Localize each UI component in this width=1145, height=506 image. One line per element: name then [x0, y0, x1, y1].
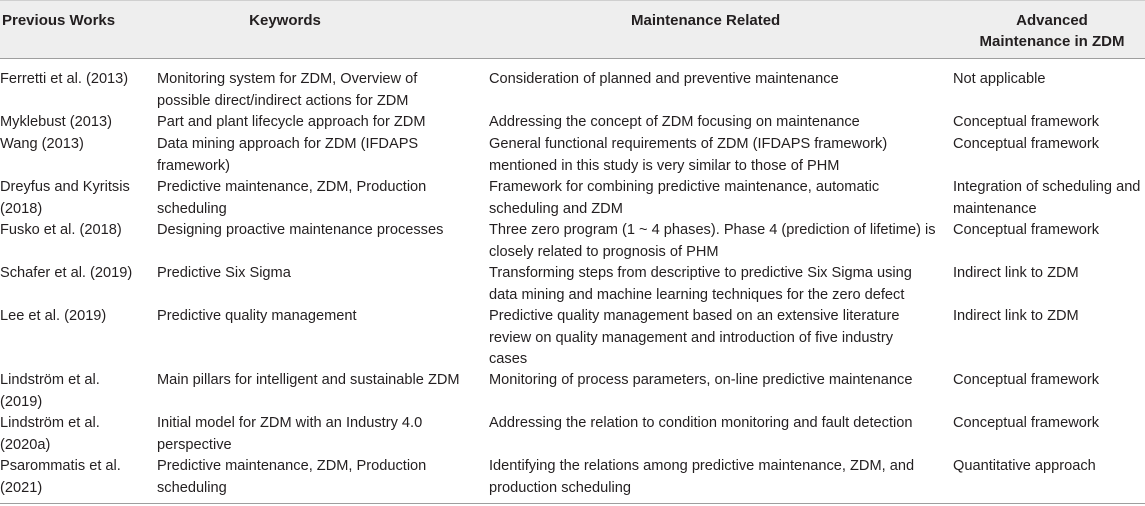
cell-line: Integration of scheduling and: [953, 179, 1141, 195]
cell-keywords: [157, 134, 418, 177]
cell-line: Wang (2013): [0, 136, 84, 152]
cell-advanced-maintenance: [953, 263, 1079, 285]
cell-line: possible direct/indirect actions for ZDM: [157, 92, 409, 109]
cell-line: Predictive quality management: [157, 308, 357, 324]
cell-line: Lindström et al.: [0, 372, 100, 388]
cell-line: Addressing the relation to condition monitoring and fault detection: [489, 415, 913, 431]
cell-maintenance-related: [489, 220, 936, 263]
header-advanced-line1: Advanced: [1016, 12, 1088, 29]
cell-advanced-maintenance: [953, 370, 1099, 392]
cell-line: (2021): [0, 479, 43, 496]
cell-line: maintenance: [953, 200, 1037, 217]
cell-line: Conceptual framework: [953, 114, 1100, 130]
cell-maintenance-related: [489, 306, 900, 371]
cell-line: mentioned in this study is very similar to those of PHM: [489, 157, 840, 174]
cell-keywords: [157, 306, 357, 328]
cell-line: Data mining approach for ZDM (IFDAPS: [157, 136, 419, 152]
cell-previous-work: [0, 263, 132, 285]
cell-previous-work: [0, 177, 130, 220]
cell-keywords: [157, 220, 443, 242]
cell-line: perspective: [157, 436, 232, 453]
cell-line: (2020a): [0, 436, 51, 453]
cell-advanced-maintenance: [953, 112, 1099, 134]
cell-previous-work: [0, 134, 84, 156]
cell-line: Lee et al. (2019): [0, 308, 107, 324]
cell-line: review on quality management and introduction of five industry: [489, 329, 893, 346]
cell-line: (2019): [0, 393, 43, 410]
cell-line: cases: [489, 351, 528, 367]
cell-advanced-maintenance: [953, 306, 1079, 328]
header-maintenance-related: Maintenance Related: [631, 12, 781, 29]
cell-maintenance-related: [489, 112, 860, 134]
cell-line: Predictive quality management based on an extensive literature: [489, 308, 900, 324]
cell-line: Not applicable: [953, 71, 1046, 87]
cell-line: Ferretti et al. (2013): [0, 71, 129, 87]
cell-previous-work: [0, 413, 100, 456]
cell-line: data mining and machine learning techniques for the zero defect: [489, 286, 905, 303]
table-bottom-rule: [0, 503, 1145, 504]
header-advanced-line2: Maintenance in ZDM: [979, 33, 1125, 50]
cell-advanced-maintenance: [953, 134, 1099, 156]
cell-keywords: [157, 112, 426, 134]
cell-line: General functional requirements of ZDM (IFDAPS framework): [489, 136, 888, 152]
cell-line: Predictive maintenance, ZDM, Production: [157, 179, 427, 195]
cell-line: Conceptual framework: [953, 136, 1100, 152]
cell-line: Dreyfus and Kyritsis: [0, 179, 130, 195]
cell-maintenance-related: [489, 134, 887, 177]
cell-previous-work: [0, 112, 112, 134]
cell-keywords: [157, 69, 417, 112]
cell-line: Identifying the relations among predictive maintenance, ZDM, and: [489, 458, 915, 474]
cell-line: Schafer et al. (2019): [0, 265, 133, 281]
cell-line: Framework for combining predictive maintenance, automatic: [489, 179, 880, 195]
cell-maintenance-related: [489, 263, 912, 306]
cell-maintenance-related: [489, 456, 914, 499]
cell-line: Conceptual framework: [953, 372, 1100, 388]
cell-keywords: [157, 177, 426, 220]
cell-line: Monitoring of process parameters, on-line predictive maintenance: [489, 372, 913, 388]
cell-previous-work: [0, 69, 128, 91]
cell-line: scheduling: [157, 479, 227, 496]
cell-previous-work: [0, 456, 121, 499]
cell-previous-work: [0, 306, 106, 328]
cell-line: Conceptual framework: [953, 222, 1100, 238]
cell-maintenance-related: [489, 69, 839, 91]
cell-advanced-maintenance: [953, 456, 1096, 478]
cell-line: Designing proactive maintenance processes: [157, 222, 444, 238]
cell-previous-work: [0, 220, 122, 242]
cell-line: framework): [157, 157, 230, 174]
cell-line: Main pillars for intelligent and sustainable ZDM: [157, 372, 460, 388]
cell-advanced-maintenance: [953, 220, 1099, 242]
cell-line: Consideration of planned and preventive maintenance: [489, 71, 839, 87]
cell-line: scheduling: [157, 200, 227, 217]
cell-maintenance-related: [489, 413, 913, 435]
cell-line: Fusko et al. (2018): [0, 222, 122, 238]
cell-line: Addressing the concept of ZDM focusing on maintenance: [489, 114, 860, 130]
cell-line: closely related to prognosis of PHM: [489, 243, 719, 260]
cell-line: Myklebust (2013): [0, 114, 112, 130]
cell-advanced-maintenance: [953, 177, 1140, 220]
cell-keywords: [157, 263, 291, 285]
cell-line: Predictive Six Sigma: [157, 265, 291, 281]
header-advanced-maintenance: [974, 10, 1130, 52]
cell-maintenance-related: [489, 177, 879, 220]
cell-keywords: [157, 456, 426, 499]
cell-line: Initial model for ZDM with an Industry 4.0: [157, 415, 423, 431]
cell-line: Predictive maintenance, ZDM, Production: [157, 458, 427, 474]
cell-line: Transforming steps from descriptive to predictive Six Sigma using: [489, 265, 912, 281]
header-previous-works: Previous Works: [2, 12, 116, 29]
cell-line: (2018): [0, 200, 43, 217]
cell-advanced-maintenance: [953, 69, 1046, 91]
cell-line: Psarommatis et al.: [0, 458, 121, 474]
cell-line: Part and plant lifecycle approach for ZDM: [157, 114, 426, 130]
cell-previous-work: [0, 370, 100, 413]
cell-line: Three zero program (1 ~ 4 phases). Phase 4 (prediction of lifetime) is: [489, 222, 936, 238]
cell-maintenance-related: [489, 370, 912, 392]
cell-line: Indirect link to ZDM: [953, 265, 1079, 281]
cell-advanced-maintenance: [953, 413, 1099, 435]
table-header: [0, 0, 1145, 59]
cell-line: Conceptual framework: [953, 415, 1100, 431]
cell-line: production scheduling: [489, 479, 631, 496]
cell-line: scheduling and ZDM: [489, 200, 623, 217]
cell-line: Quantitative approach: [953, 458, 1096, 474]
cell-line: Lindström et al.: [0, 415, 100, 431]
cell-keywords: [157, 413, 422, 456]
cell-line: Indirect link to ZDM: [953, 308, 1079, 324]
cell-keywords: [157, 370, 460, 392]
header-keywords: Keywords: [249, 12, 321, 29]
cell-line: Monitoring system for ZDM, Overview of: [157, 71, 418, 87]
